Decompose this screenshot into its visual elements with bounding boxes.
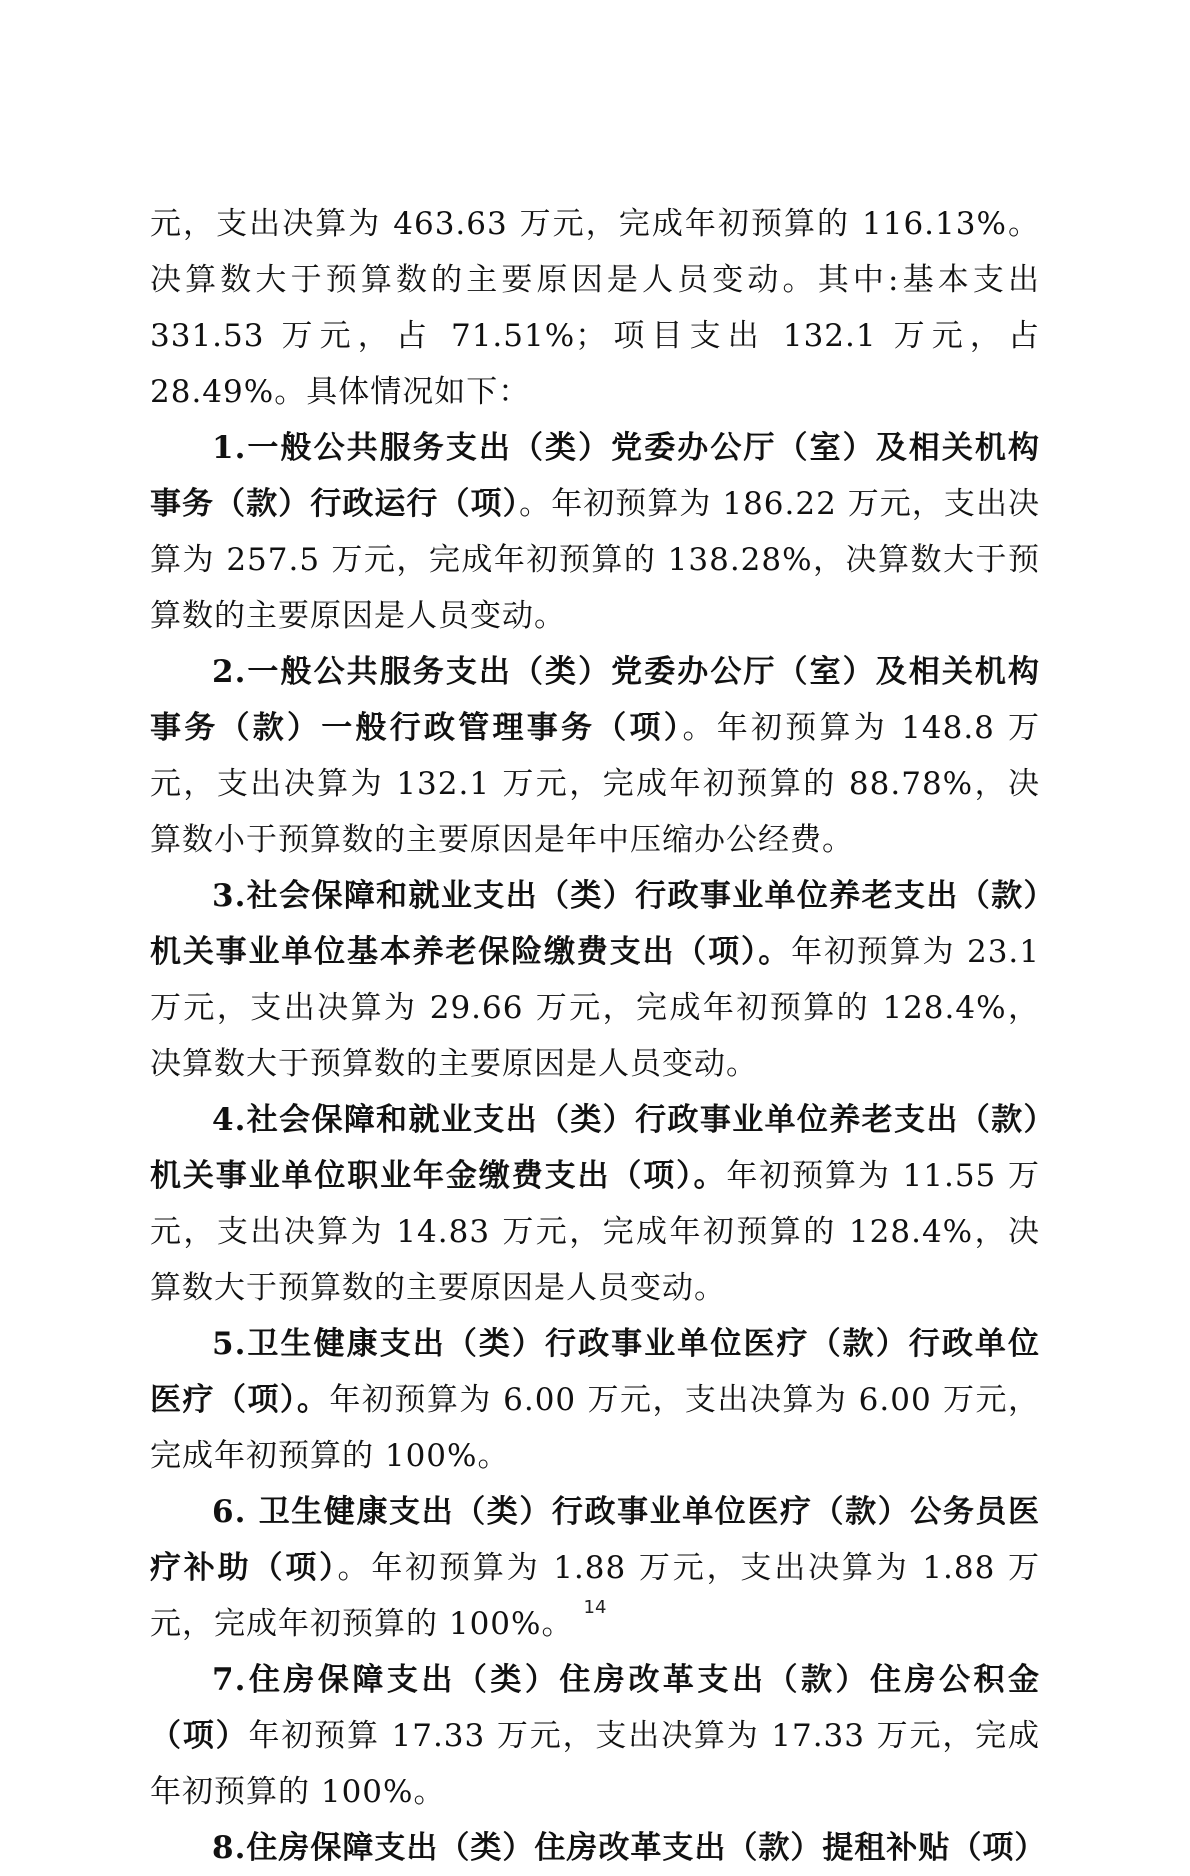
item-heading-1: 1.一般公共服务支出（类）党委办公厅（室）及相关机构事务（款）行政运行（项）: [150, 430, 1040, 522]
item-body-5: 年初预算为 6.00 万元，支出决算为 6.00 万元，完成年初预算的 100%。: [150, 1382, 1040, 1474]
item-body-2: 。年初预算为 148.8 万元，支出决算为 132.1 万元，完成年初预算的 88.78%，决算数小于预算数的主要原因是年中压缩办公经费。: [150, 710, 1040, 858]
item-body-7: 年初预算 17.33 万元，支出决算为 17.33 万元，完成年初预算的 100%。: [150, 1718, 1040, 1810]
item-heading-8: 8.住房保障支出（类）住房改革支出（款）提租补贴（项）: [212, 1830, 1047, 1866]
item-paragraph-2: [150, 644, 1040, 868]
item-paragraph-6: [150, 1484, 1040, 1652]
intro-paragraph: 元，支出决算为 463.63 万元，完成年初预算的 116.13%。决算数大于预算数的主要原因是人员变动。其中:基本支出 331.53 万元，占 71.51%；项目支出 132.1 万元，占 28.49%。具体情况如下：: [150, 206, 1040, 410]
page-number: 14: [583, 1597, 607, 1618]
item-paragraph-4: [150, 1092, 1040, 1316]
item-heading-5: 5.卫生健康支出（类）行政事业单位医疗（款）行政单位医疗（项）。: [150, 1326, 1040, 1418]
item-body-1: 。年初预算为 186.22 万元，支出决算为 257.5 万元，完成年初预算的 138.28%，决算数大于预算数的主要原因是人员变动。: [150, 486, 1040, 634]
item-paragraph-7: [150, 1652, 1040, 1820]
item-heading-7: 7.住房保障支出（类）住房改革支出（款）住房公积金（项）: [150, 1662, 1040, 1754]
item-paragraph-1: [150, 420, 1040, 644]
item-paragraph-8: [150, 1820, 1047, 1876]
item-body-6: 。年初预算为 1.88 万元，支出决算为 1.88 万元，完成年初预算的 100%。: [150, 1550, 1041, 1642]
document-body: [150, 196, 1047, 1876]
item-heading-3: 3.社会保障和就业支出（类）行政事业单位养老支出（款）机关事业单位基本养老保险缴费支出（项）。: [150, 878, 1040, 970]
item-heading-2: 2.一般公共服务支出（类）党委办公厅（室）及相关机构事务（款）一般行政管理事务（项）: [150, 654, 1040, 746]
item-heading-6: 6. 卫生健康支出（类）行政事业单位医疗（款）公务员医疗补助（项）: [150, 1494, 1040, 1586]
item-paragraph-3: [150, 868, 1040, 1092]
item-heading-4: 4.社会保障和就业支出（类）行政事业单位养老支出（款）机关事业单位职业年金缴费支出（项）。: [150, 1102, 1040, 1194]
item-body-4: 年初预算为 11.55 万元，支出决算为 14.83 万元，完成年初预算的 128.4%，决算数大于预算数的主要原因是人员变动。: [150, 1158, 1040, 1306]
item-paragraph-5: [150, 1316, 1040, 1484]
item-body-3: 年初预算为 23.1 万元，支出决算为 29.66 万元，完成年初预算的 128.4%，决算数大于预算数的主要原因是人员变动。: [150, 934, 1040, 1082]
